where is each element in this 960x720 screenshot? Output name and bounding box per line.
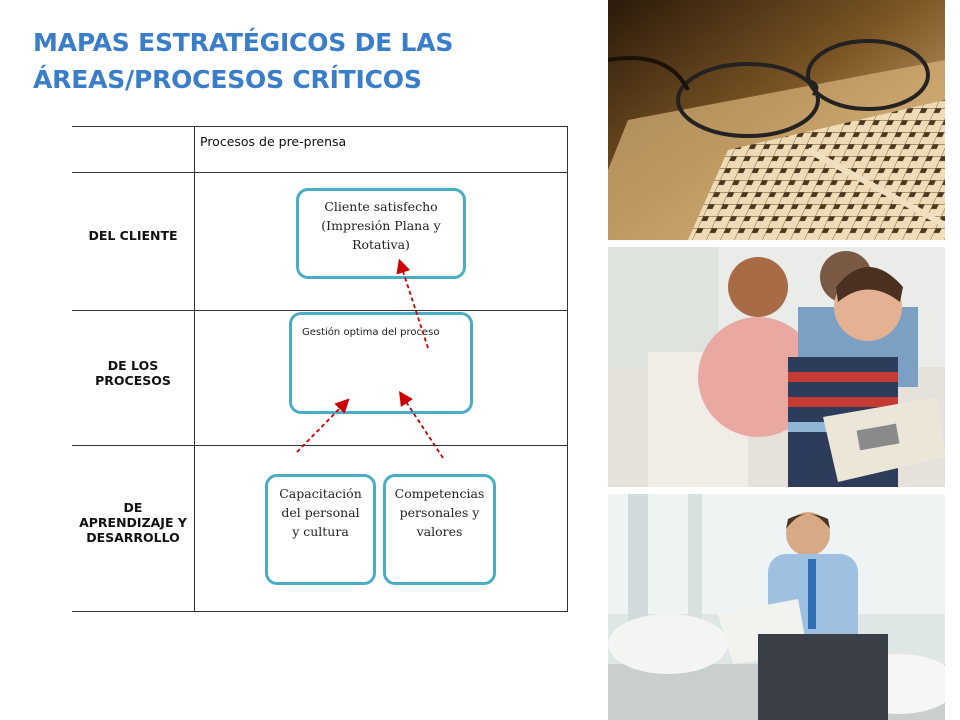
glasses-crossword-photo	[608, 0, 945, 240]
family-reading-newspaper-photo	[608, 247, 945, 487]
row-label-cliente: DEL CLIENTE	[88, 228, 178, 243]
node-cliente-satisfecho: Cliente satisfecho (Impresión Plana y Rotativa)	[296, 188, 466, 279]
arrow-gestion-to-cliente	[400, 262, 428, 348]
column-header: Procesos de pre-prensa	[200, 134, 347, 149]
row-label-aprendizaje: DE APRENDIZAJE Y DESARROLLO	[79, 500, 187, 545]
arrow-capacitacion-to-gestion	[297, 401, 347, 452]
title-line-1: MAPAS ESTRATÉGICOS DE LAS	[33, 28, 454, 57]
businessman-reading-newspaper-photo	[608, 494, 945, 720]
arrow-competencias-to-gestion	[401, 394, 443, 458]
row-label-procesos: DE LOS PROCESOS	[95, 358, 171, 388]
node-competencias: Competencias personales y valores	[383, 474, 496, 585]
title-line-2: ÁREAS/PROCESOS CRÍTICOS	[33, 65, 422, 94]
node-capacitacion: Capacitación del personal y cultura	[265, 474, 376, 585]
node-gestion-proceso: Gestión optima del proceso	[289, 312, 473, 414]
